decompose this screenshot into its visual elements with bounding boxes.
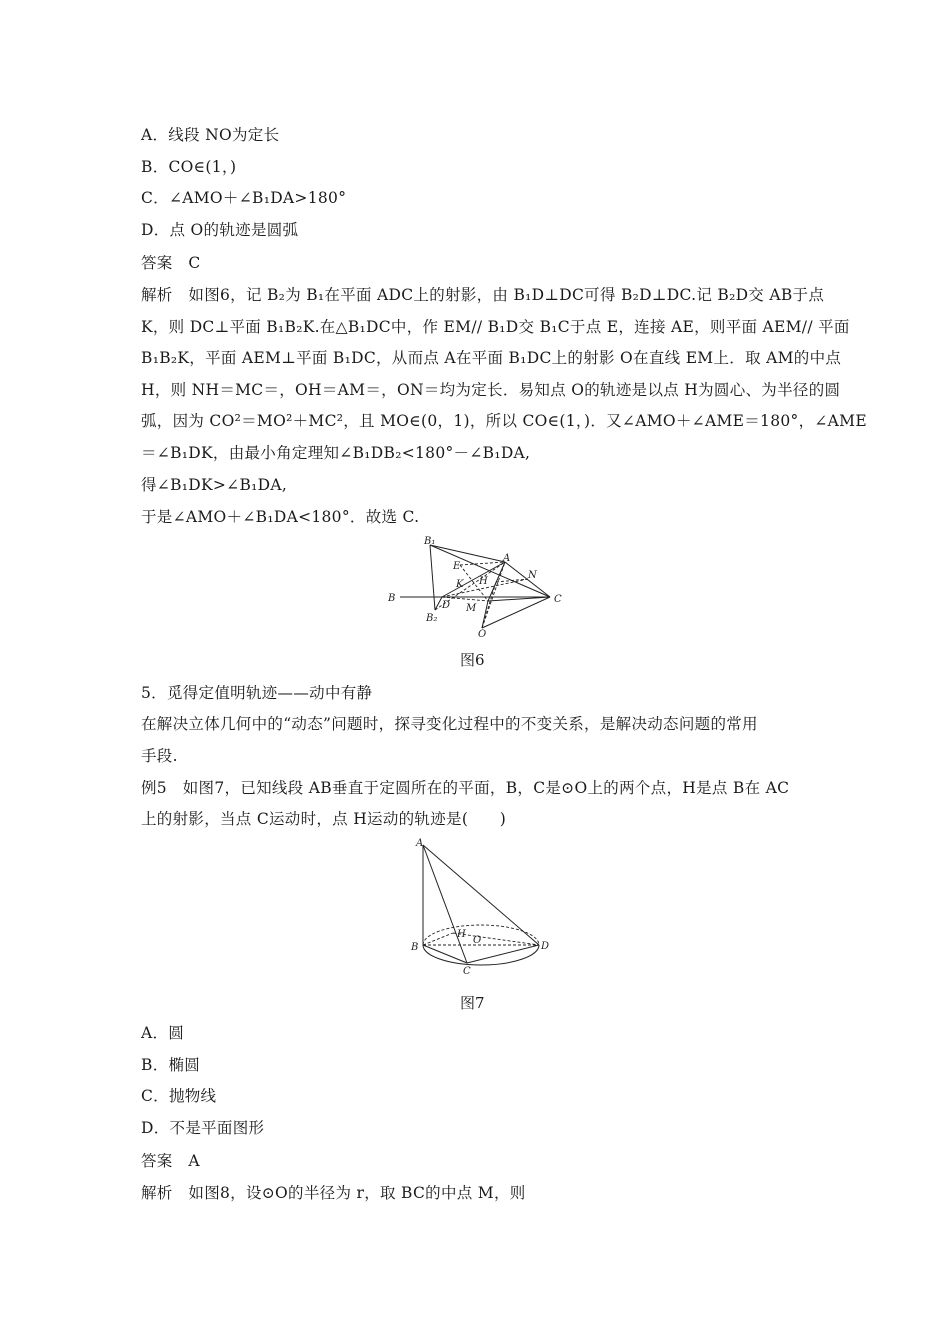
line-option-a: A．线段 NO为定长 xyxy=(141,126,280,144)
fig7-label-b: B xyxy=(411,942,419,953)
fig6-label-m: M xyxy=(466,603,477,614)
example-5-answer: 答案 A xyxy=(141,1152,200,1170)
example-5-option-b: B．椭圆 xyxy=(141,1056,201,1074)
line-option-c: C．∠AMO＋∠B₁DA>180° xyxy=(141,189,347,207)
fig6-label-o: O xyxy=(478,629,487,640)
figure-6-diagram xyxy=(380,535,570,640)
section-5-heading: 5．觅得定值明轨迹——动中有静 xyxy=(141,684,373,702)
fig7-label-o: O xyxy=(473,935,482,946)
example-5-option-c: C．抛物线 xyxy=(141,1087,217,1105)
analysis-line-4: H，则 NH＝MC＝，OH＝AM＝，ON＝均为定长．易知点 O的轨迹是以点 H为圆心、为半径的圆 xyxy=(141,381,841,399)
fig7-label-h: H xyxy=(457,929,466,940)
figure-7-diagram xyxy=(405,835,550,980)
analysis-line-3: B₁B₂K，平面 AEM⊥平面 B₁DC，从而点 A在平面 B₁DC上的射影 O在直线 EM上．取 AM的中点 xyxy=(141,349,842,367)
fig6-label-h: H xyxy=(479,576,488,587)
fig6-label-b1: B₁ xyxy=(424,536,436,547)
analysis-line-6: ＝∠B₁DK，由最小角定理知∠B₁DB₂<180°－∠B₁DA, xyxy=(141,444,531,462)
section-5-paragraph-1: 在解决立体几何中的“动态”问题时，探寻变化过程中的不变关系，是解决动态问题的常用 xyxy=(141,715,758,733)
fig7-label-a: A xyxy=(416,838,424,849)
example-5-line-2: 上的射影，当点 C运动时，点 H运动的轨迹是( ) xyxy=(141,810,507,828)
line-option-d: D．点 O的轨迹是圆弧 xyxy=(141,221,299,239)
fig6-label-a: A xyxy=(503,553,511,564)
analysis-line-2: K，则 DC⊥平面 B₁B₂K.在△B₁DC中，作 EM// B₁D交 B₁C于点 E，连接 AE，则平面 AEM// 平面 xyxy=(141,318,850,336)
example-5-option-d: D．不是平面图形 xyxy=(141,1119,265,1137)
figure-7-caption: 图7 xyxy=(460,994,485,1012)
figure-6-caption: 图6 xyxy=(460,651,485,669)
example-5-analysis: 解析 如图8，设⊙O的半径为 r，取 BC的中点 M，则 xyxy=(141,1184,526,1202)
fig7-label-d: D xyxy=(541,941,550,952)
fig6-label-c: C xyxy=(554,594,562,605)
analysis-line-1: 解析 如图6，记 B₂为 B₁在平面 ADC上的射影，由 B₁D⊥DC可得 B₂D⊥DC.记 B₂D交 AB于点 xyxy=(141,286,825,304)
fig6-label-n: N xyxy=(528,570,537,581)
example-5-option-a: A．圆 xyxy=(141,1024,185,1042)
analysis-line-8: 于是∠AMO＋∠B₁DA<180°．故选 C. xyxy=(141,508,420,526)
analysis-line-5: 弧，因为 CO²＝MO²＋MC²，且 MO∈(0，1)，所以 CO∈(1，)．又∠AMO＋∠AME＝180°，∠AME xyxy=(141,412,867,430)
fig6-label-d: D xyxy=(442,600,451,611)
example-5-line-1: 例5 如图7，已知线段 AB垂直于定圆所在的平面，B，C是⊙O上的两个点，H是点 B在 AC xyxy=(141,779,790,797)
fig6-label-b: B xyxy=(388,593,396,604)
fig6-label-b2: B₂ xyxy=(426,613,438,624)
analysis-line-7: 得∠B₁DK>∠B₁DA, xyxy=(141,476,288,494)
section-5-paragraph-2: 手段. xyxy=(141,747,178,765)
fig6-label-k: K xyxy=(456,579,464,590)
fig7-label-c: C xyxy=(463,966,471,977)
fig6-label-e: E xyxy=(453,561,461,572)
line-option-b: B．CO∈(1，) xyxy=(141,158,237,176)
answer-line: 答案 C xyxy=(141,254,201,272)
